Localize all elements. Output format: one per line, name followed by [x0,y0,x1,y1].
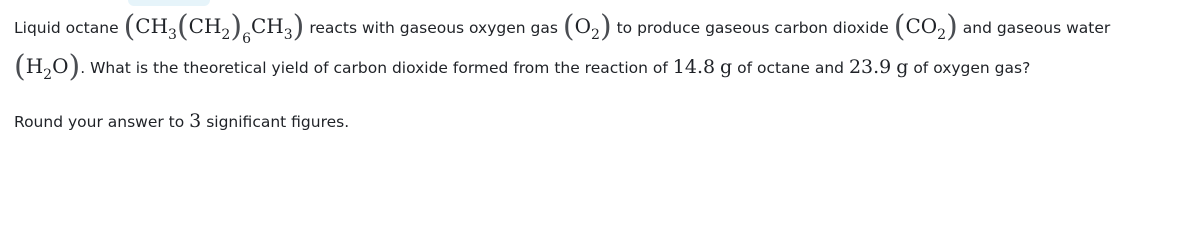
question-text: to produce gaseous carbon dioxide [616,19,889,37]
question-text: reacts with gaseous oxygen gas [309,19,558,37]
question-line-2 [14,46,1190,86]
question-text: . What is the theoretical yield of carbon dioxide formed from the reaction of [80,59,668,77]
question-text: of octane and [737,59,845,77]
question-text: of oxygen gas? [913,59,1031,77]
rounding-instruction: Round your answer to 3 significant figures. [14,110,350,132]
octane-mass: 14.8 [672,56,716,78]
mass-unit: g [896,56,909,78]
oxygen-mass: 23.9 [848,56,892,78]
water-formula: $(H_2O)$ [14,49,81,84]
question-text: Liquid octane [14,19,119,37]
question-text: and gaseous water [962,19,1111,37]
octane-formula: $(CH_3(CH_2)_6CH_3)$ [123,9,305,47]
carbon-dioxide-formula: $(CO_2)$ [893,9,958,44]
question-line-1 [14,6,1190,46]
oxygen-formula: $(O_2)$ [562,9,612,44]
sig-figs-number: 3 [189,110,202,132]
mass-unit: g [720,56,733,78]
